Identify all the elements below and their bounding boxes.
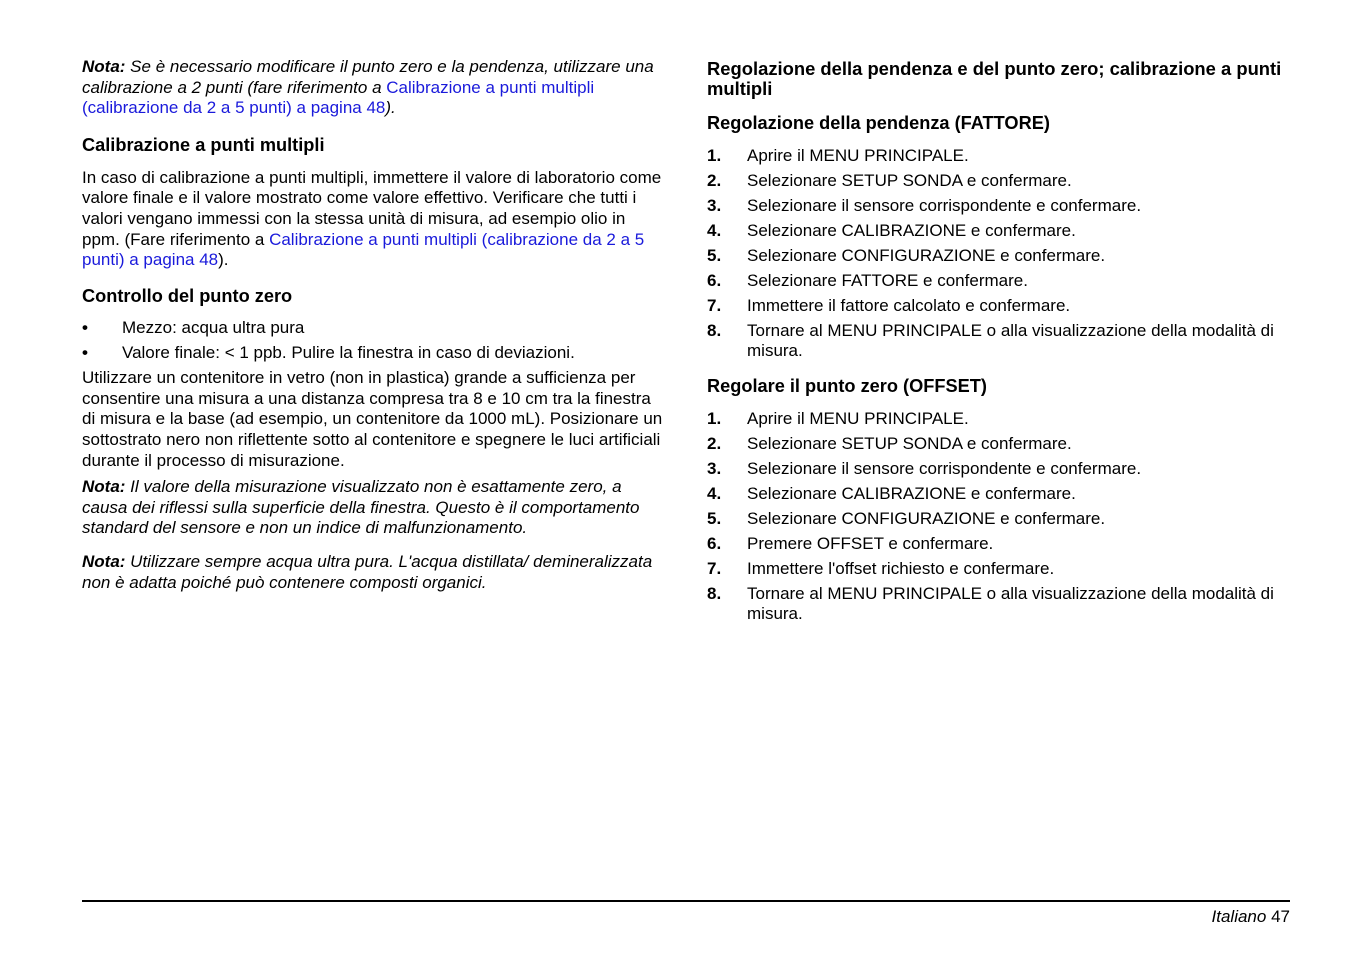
list-item: 3. Selezionare il sensore corrispondente e confermare.	[707, 458, 1142, 478]
list-item: 1. Aprire il MENU PRINCIPALE.	[707, 408, 969, 428]
step-number: 6.	[707, 533, 722, 553]
note-zero-value: Nota: Il valore della misurazione visualizzato non è esattamente zero, a causa dei riflessi sulla superficie della finestra. Questo è il comportamento standard del sensore e non un indice di malfunzionamento.	[82, 477, 640, 538]
note-label: Nota:	[82, 477, 126, 497]
list-item: 1. Aprire il MENU PRINCIPALE.	[707, 146, 969, 165]
step-number: 5.	[707, 508, 722, 528]
step-number: 8.	[707, 583, 722, 603]
list-item: 7. Immettere l'offset richiesto e confermare.	[707, 558, 1055, 578]
list-item: 7. Immettere il fattore calcolato e confermare.	[707, 296, 1071, 315]
heading-multipoint-calibration: Calibrazione a punti multipli	[82, 134, 325, 155]
list-item: 5. Selezionare CONFIGURAZIONE e confermare.	[707, 508, 1106, 528]
list-item: 6. Selezionare FATTORE e confermare.	[707, 271, 1028, 290]
step-number: 4.	[707, 221, 722, 240]
step-number: 7.	[707, 296, 722, 315]
paragraph-multipoint: In caso di calibrazione a punti multipli, immettere il valore di laboratorio come valore finale e il valore mostrato come valore effettivo. Verificare che tutti i valori vengano immessi con la stessa unità di misura, ad esempio olio in ppm. (Fare riferimento a Calibrazione a punti multipli (calibrazione da 2 a 5 punti) a pagina 48).	[82, 167, 662, 270]
step-number: 7.	[707, 558, 722, 578]
note-label: Nota:	[82, 551, 126, 571]
step-number: 4.	[707, 483, 722, 503]
list-item: 5. Selezionare CONFIGURAZIONE e confermare.	[707, 246, 1106, 265]
list-item: 2. Selezionare SETUP SONDA e confermare.	[707, 433, 1072, 453]
note-label: Nota:	[82, 57, 126, 76]
step-number: 5.	[707, 246, 722, 265]
page-footer	[1212, 907, 1290, 927]
link-multipoint-calibration[interactable]: Calibrazione a punti multipli (calibrazione da 2 a 5 punti) a pagina 48	[82, 77, 595, 118]
list-item: 6. Premere OFFSET e confermare.	[707, 533, 994, 553]
list-item: 8. Tornare al MENU PRINCIPALE o alla visualizzazione della modalità di misura.	[707, 321, 1274, 361]
paragraph-zero-check: Utilizzare un contenitore in vetro (non in plastica) grande a sufficienza per consentire una misura a una distanza compresa tra 8 e 10 cm tra la finestra di misura e la base (ad esempio, un contenitore da 1000 mL). Posizionare un sottostrato nero non riflettente sotto al contenitore e spegnere le luci artificiali durante il processo di misurazione.	[82, 368, 663, 470]
right-column	[707, 57, 1292, 629]
step-number: 3.	[707, 458, 722, 478]
heading-slope-zero-adjustment: Regolazione della pendenza e del punto zero; calibrazione a punti multipli	[707, 58, 1282, 99]
zero-check-bullets	[82, 318, 667, 363]
note-ultrapure-water: Nota: Utilizzare sempre acqua ultra pura. L'acqua distillata/ demineralizzata non è adatta poiché può contenere composti organici.	[82, 551, 653, 592]
step-number: 1.	[707, 146, 722, 165]
footer-rule	[82, 900, 1290, 902]
list-item: • Mezzo: acqua ultra pura	[82, 317, 305, 337]
step-number: 3.	[707, 196, 722, 215]
step-number: 6.	[707, 271, 722, 290]
step-number: 2.	[707, 433, 722, 453]
heading-slope-factor: Regolazione della pendenza (FATTORE)	[707, 113, 1050, 133]
heading-zero-check: Controllo del punto zero	[82, 285, 293, 306]
list-item: 8. Tornare al MENU PRINCIPALE o alla visualizzazione della modalità di misura.	[707, 583, 1274, 624]
list-item: 3. Selezionare il sensore corrispondente e confermare.	[707, 196, 1142, 215]
left-column	[82, 57, 667, 593]
page-number: 47	[1271, 907, 1290, 926]
list-item: 4. Selezionare CALIBRAZIONE e confermare.	[707, 483, 1076, 503]
factor-steps	[707, 146, 1292, 362]
step-number: 8.	[707, 321, 722, 340]
list-item: 4. Selezionare CALIBRAZIONE e confermare.	[707, 221, 1076, 240]
step-number: 1.	[707, 408, 722, 428]
footer-language: Italiano	[1211, 907, 1267, 926]
offset-steps	[707, 409, 1292, 625]
bullet-icon: •	[82, 342, 88, 362]
bullet-icon: •	[82, 317, 88, 337]
step-number: 2.	[707, 171, 722, 190]
heading-zero-offset: Regolare il punto zero (OFFSET)	[707, 375, 987, 396]
note-zero-slope: Nota: Se è necessario modificare il punto zero e la pendenza, utilizzare una calibrazione a 2 punti (fare riferimento a Calibrazione a punti multipli (calibrazione da 2 a 5 punti) a pagina 48).	[82, 57, 654, 118]
list-item: 2. Selezionare SETUP SONDA e confermare.	[707, 171, 1072, 190]
list-item: • Valore finale: < 1 ppb. Pulire la finestra in caso di deviazioni.	[82, 342, 575, 362]
link-multipoint-calibration-2[interactable]: Calibrazione a punti multipli (calibrazione da 2 a 5 punti) a pagina 48	[82, 229, 645, 270]
